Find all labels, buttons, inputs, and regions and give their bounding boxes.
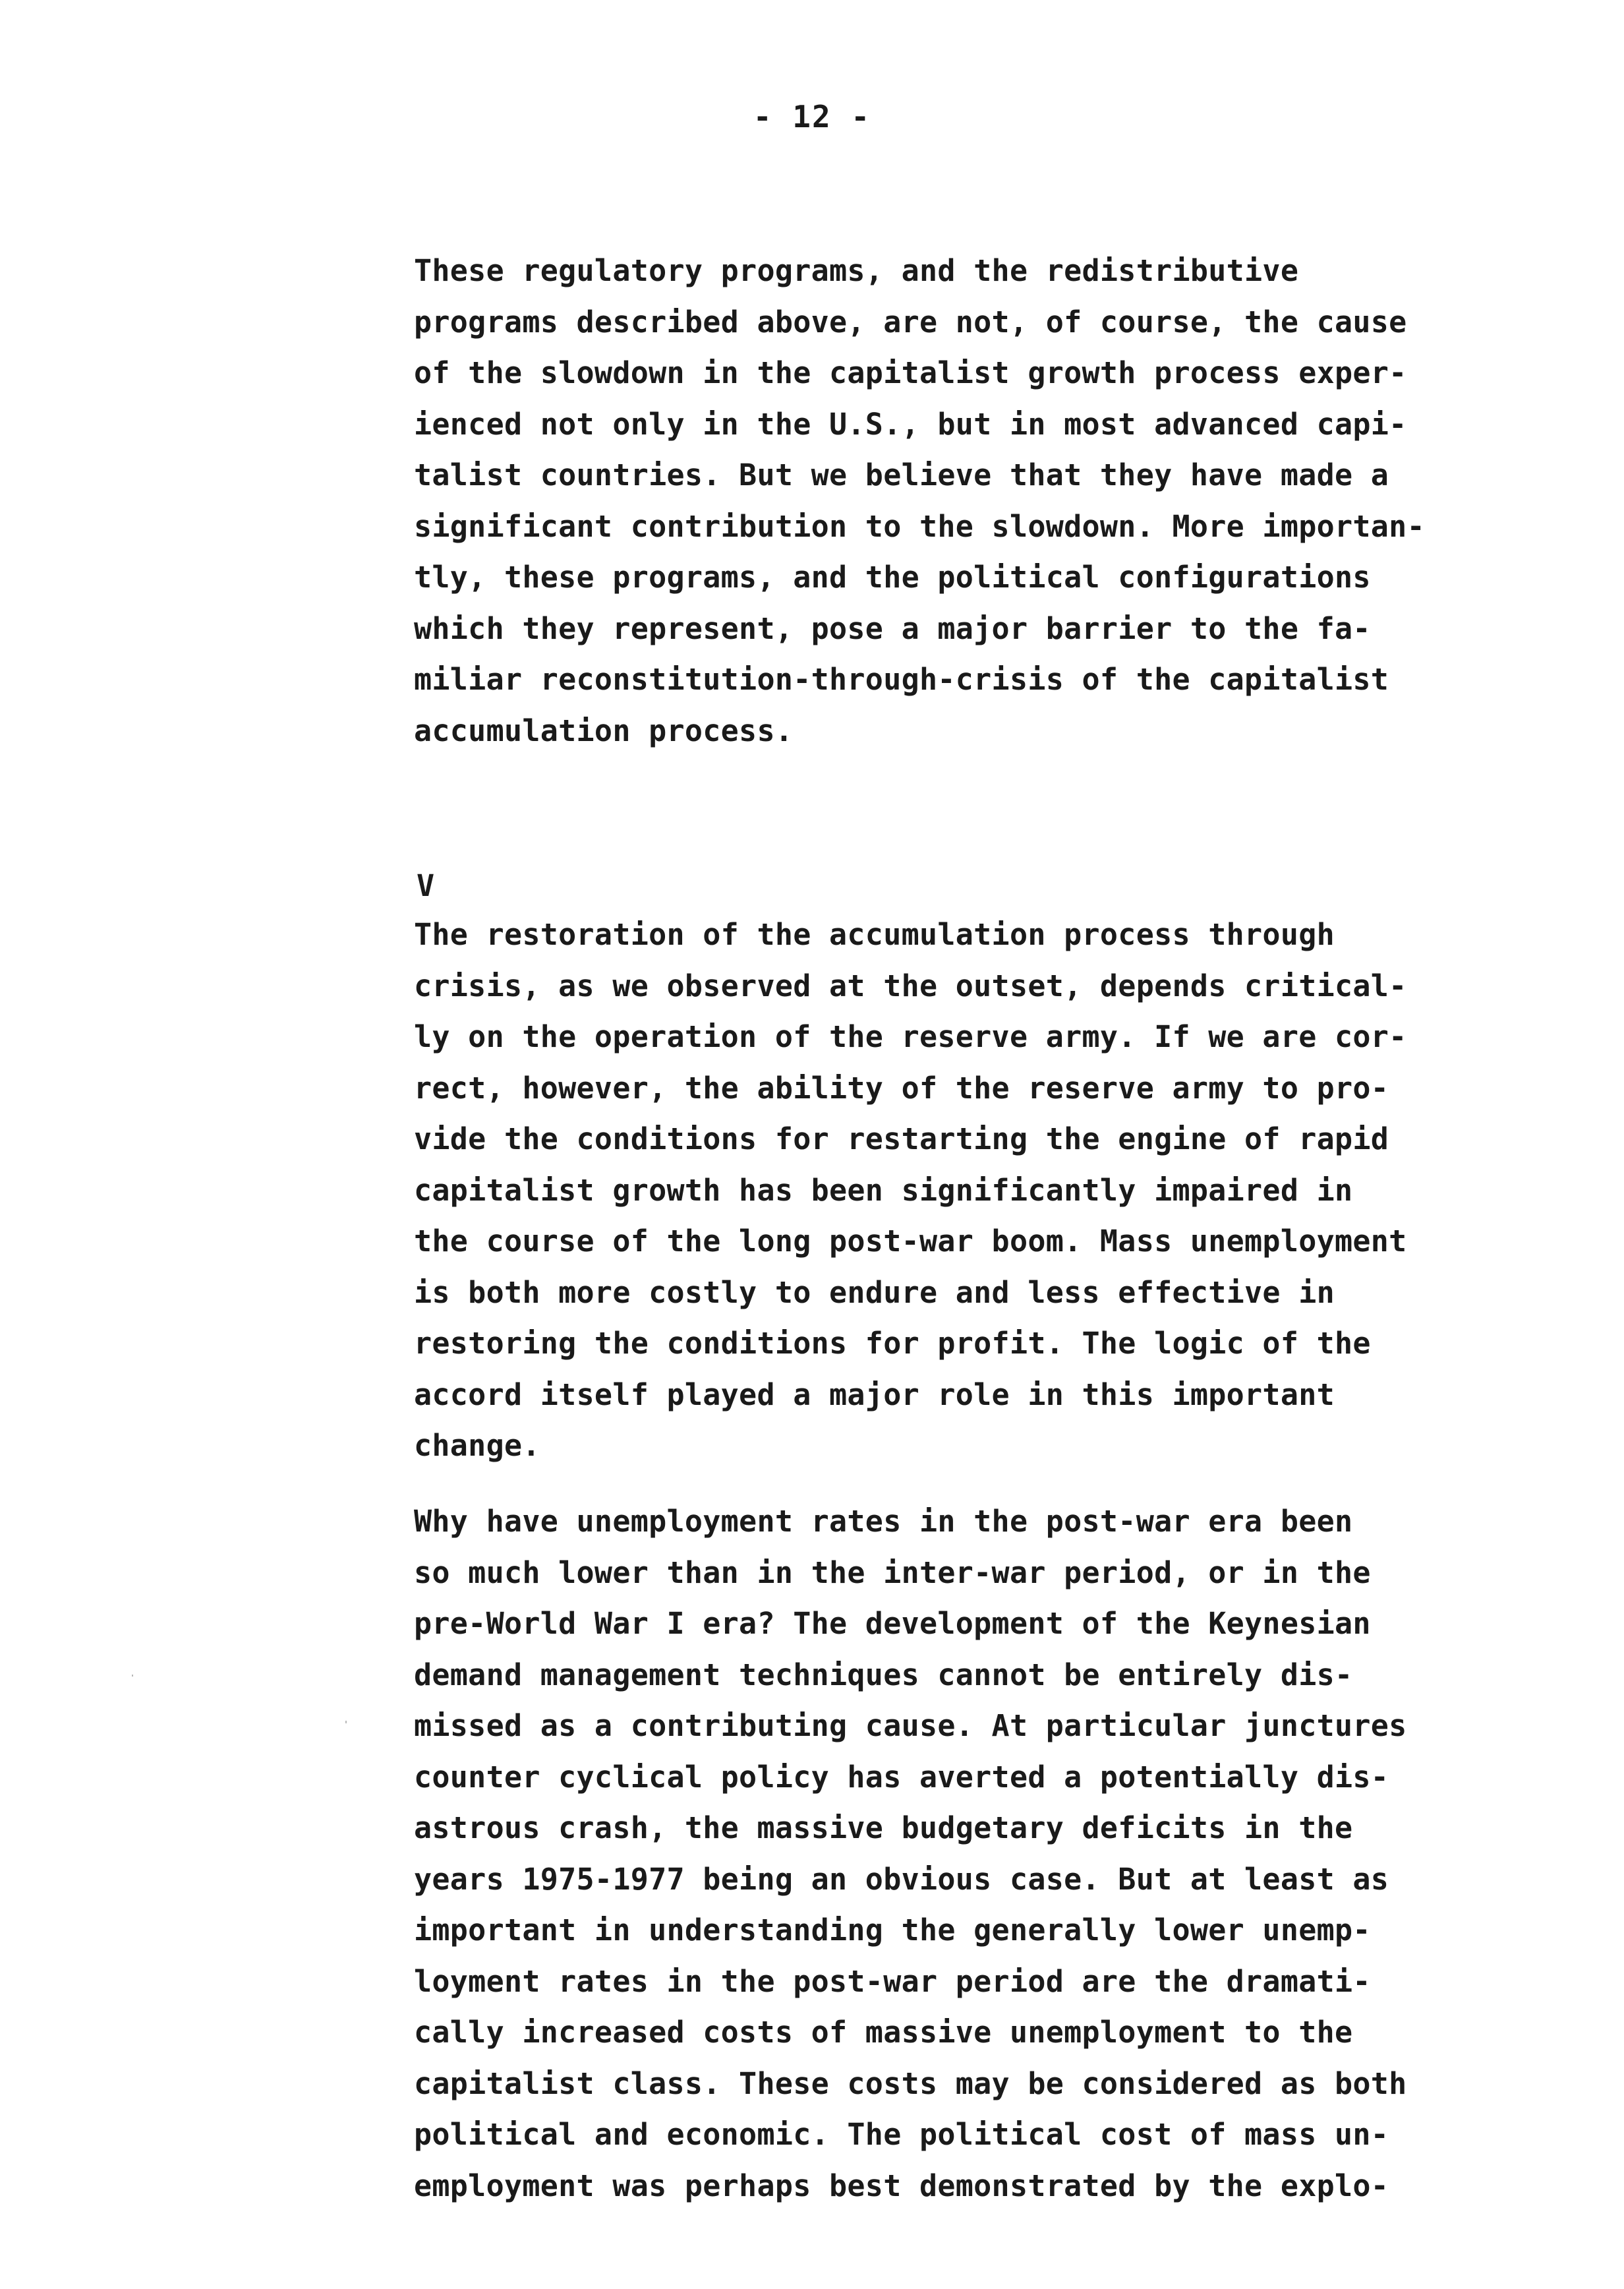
text-line: programs described above, are not, of course, the cause — [414, 304, 1407, 340]
text-line: tly, these programs, and the political configurations — [414, 560, 1371, 595]
text-line: capitalist class. These costs may be considered as both — [414, 2066, 1407, 2101]
paragraph-unemployment-rates — [414, 1496, 1574, 2211]
text-line: accumulation process. — [414, 713, 794, 748]
text-line: accord itself played a major role in this important — [414, 1377, 1335, 1412]
text-line: talist countries. But we believe that they have made a — [414, 458, 1389, 492]
text-line: pre-World War I era? The development of the Keynesian — [414, 1606, 1371, 1641]
text-line: which they represent, pose a major barrier to the fa- — [414, 610, 1371, 646]
scan-speck — [132, 1675, 133, 1677]
text-line: Why have unemployment rates in the post-war era been — [414, 1504, 1353, 1539]
text-line: These regulatory programs, and the redistributive — [414, 253, 1299, 288]
text-line: of the slowdown in the capitalist growth process exper- — [414, 355, 1407, 390]
text-line: is both more costly to endure and less effective in — [414, 1274, 1335, 1310]
text-line: vide the conditions for restarting the engine of rapid — [414, 1121, 1389, 1156]
page-number: - 12 - — [753, 99, 871, 134]
text-line: years 1975-1977 being an obvious case. But at least as — [414, 1861, 1389, 1897]
text-line: miliar reconstitution-through-crisis of the capitalist — [414, 662, 1389, 697]
text-line: counter cyclical policy has averted a potentially dis- — [414, 1759, 1389, 1795]
text-line: ienced not only in the U.S., but in most advanced capi- — [414, 406, 1407, 442]
text-line: political and economic. The political cost of mass un- — [414, 2117, 1389, 2152]
text-line: capitalist growth has been significantly impaired in — [414, 1172, 1353, 1208]
text-line: so much lower than in the inter-war period, or in the — [414, 1555, 1371, 1590]
text-line: missed as a contributing cause. At particular junctures — [414, 1708, 1407, 1743]
paragraph-restoration-of-accumulation — [414, 909, 1574, 1472]
text-line: change. — [414, 1428, 540, 1463]
text-line: rect, however, the ability of the reserve army to pro- — [414, 1070, 1389, 1106]
text-line: crisis, as we observed at the outset, depends critical- — [414, 968, 1407, 1003]
text-line: the course of the long post-war boom. Mass unemployment — [414, 1224, 1407, 1259]
text-line: important in understanding the generally lower unemp- — [414, 1913, 1371, 1947]
scan-speck — [345, 1721, 347, 1723]
text-line: The restoration of the accumulation process through — [414, 917, 1335, 952]
text-line: significant contribution to the slowdown. More importan- — [414, 508, 1425, 544]
text-line: cally increased costs of massive unemployment to the — [414, 2015, 1353, 2050]
section-heading: V — [417, 868, 435, 903]
text-line: loyment rates in the post-war period are the dramati- — [414, 1963, 1371, 1999]
paragraph-regulatory-programs — [414, 245, 1574, 756]
text-line: ly on the operation of the reserve army. If we are cor- — [414, 1019, 1407, 1054]
text-line: employment was perhaps best demonstrated by the explo- — [414, 2168, 1389, 2203]
text-line: restoring the conditions for profit. The logic of the — [414, 1326, 1371, 1361]
text-line: astrous crash, the massive budgetary deficits in the — [414, 1810, 1353, 1845]
text-line: demand management techniques cannot be entirely dis- — [414, 1657, 1353, 1692]
